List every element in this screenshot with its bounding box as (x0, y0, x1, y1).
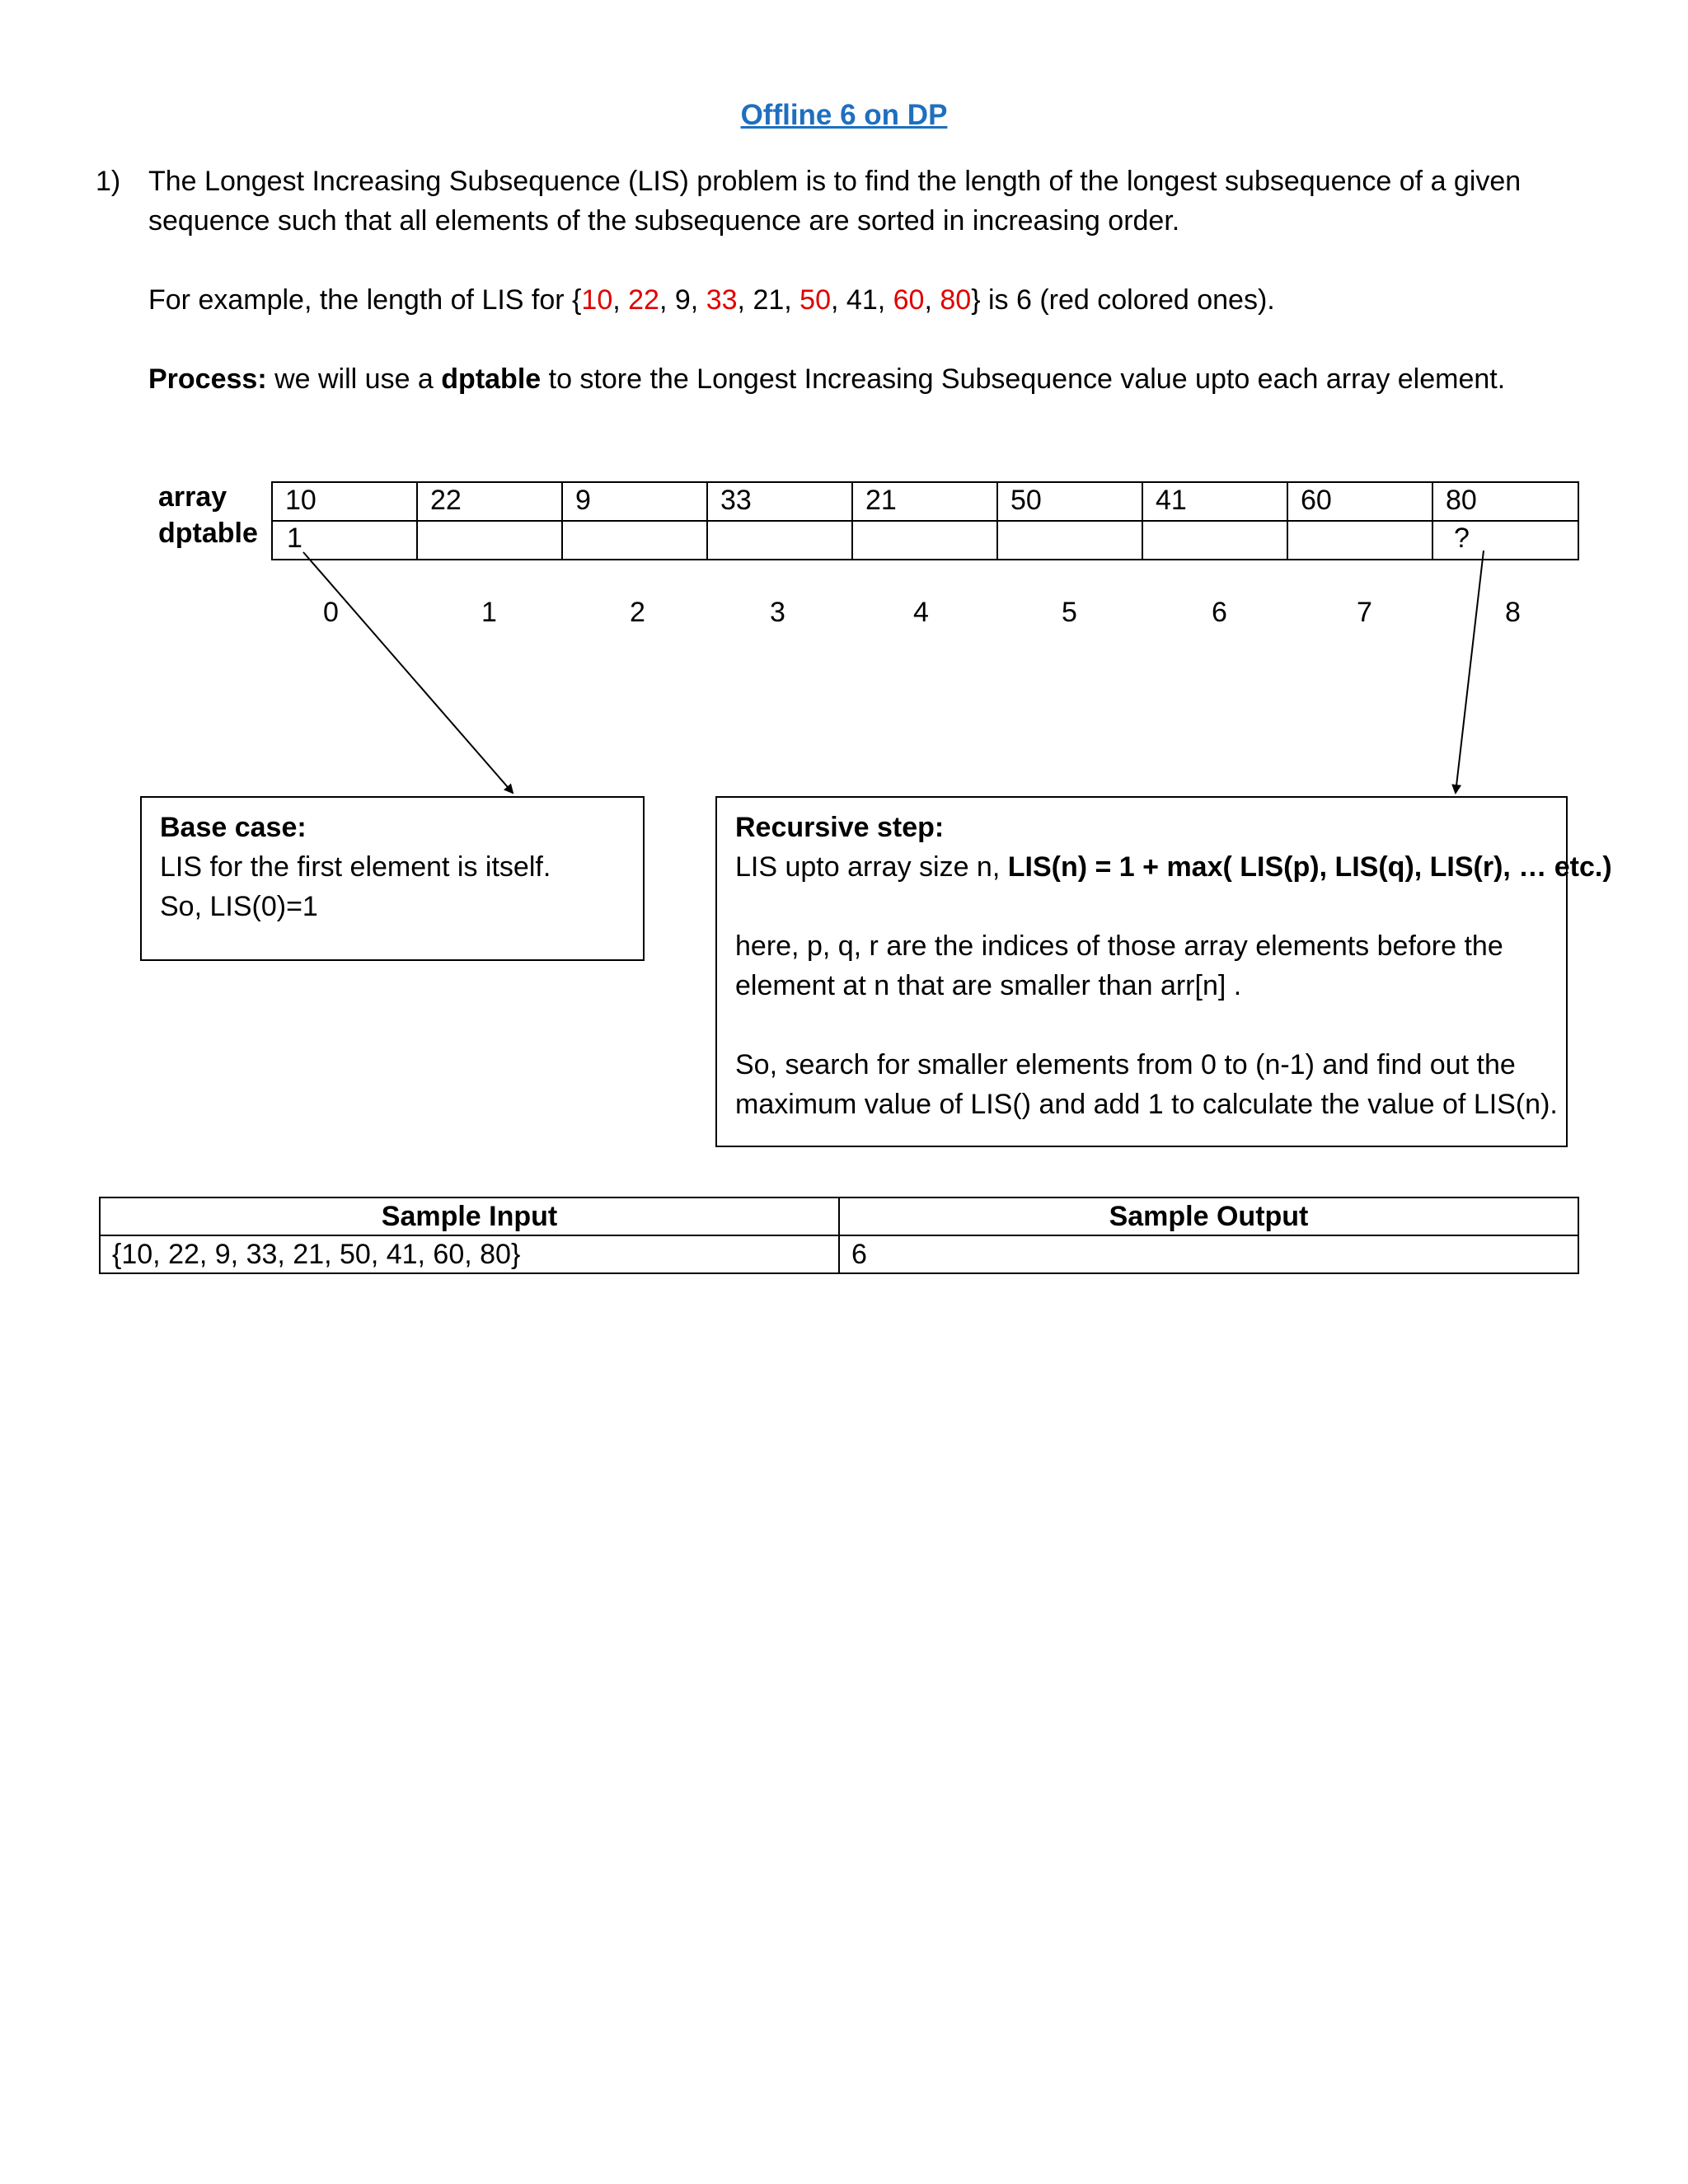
sample-value-row (100, 1235, 1578, 1273)
index-label: 7 (1357, 597, 1372, 628)
recursive-formula: LIS(n) = 1 + max( LIS(p), LIS(q), LIS(r), … etc.) (1007, 851, 1612, 883)
sample-output-value: 6 (839, 1235, 1578, 1273)
example-suffix: } is 6 (red colored ones). (971, 284, 1275, 316)
index-label: 3 (770, 597, 785, 628)
example-item: 22 (628, 284, 659, 316)
dptable-row-label: dptable (158, 518, 258, 549)
array-cell: 80 (1446, 485, 1477, 516)
array-cell: 22 (430, 485, 462, 516)
array-cell: 41 (1156, 485, 1187, 516)
index-label: 5 (1062, 597, 1077, 628)
example-item: 9 (674, 284, 691, 316)
sample-input-header: Sample Input (100, 1197, 839, 1235)
example-prefix: For example, the length of LIS for { (148, 284, 582, 316)
array-cell: 9 (575, 485, 591, 516)
page-title: Offline 6 on DP (740, 99, 948, 131)
array-cell: 21 (865, 485, 897, 516)
sample-output-header: Sample Output (839, 1197, 1578, 1235)
recursive-formula-intro: LIS upto array size n, (735, 851, 1008, 883)
example-item: 60 (893, 284, 925, 316)
base-case-line-2: So, LIS(0)=1 (160, 891, 318, 922)
sample-header-row (100, 1197, 1578, 1235)
example-items: 10, 22, 9, 33, 21, 50, 41, 60, 80 (581, 284, 972, 316)
example-item: 21 (753, 284, 785, 316)
index-label: 1 (481, 597, 497, 628)
base-case-heading: Base case: (160, 812, 307, 843)
example-item: 33 (706, 284, 738, 316)
index-label: 6 (1212, 597, 1227, 628)
dptable-cell: ? (1454, 523, 1470, 554)
array-cell: 33 (720, 485, 752, 516)
sample-input-value: {10, 22, 9, 33, 21, 50, 41, 60, 80} (100, 1235, 839, 1273)
example-item: 80 (940, 284, 972, 316)
problem-line-1: The Longest Increasing Subsequence (LIS) problem is to find the length of the longest subsequence of a given (148, 166, 1522, 197)
sample-table (99, 1197, 1579, 1274)
recursive-step-line-3: element at n that are smaller than arr[n] . (735, 970, 1242, 1001)
array-row-label: array (158, 481, 227, 513)
recursive-step-line-4: So, search for smaller elements from 0 to (n-1) and find out the (735, 1049, 1516, 1080)
base-case-arrow (303, 552, 513, 793)
example-item: 50 (799, 284, 831, 316)
array-cell: 60 (1301, 485, 1332, 516)
array-cell: 50 (1010, 485, 1042, 516)
recursive-step-arrow (1456, 551, 1484, 793)
process-dptable-term: dptable (441, 363, 542, 395)
recursive-step-heading: Recursive step: (735, 812, 945, 843)
process-text-1: we will use a (266, 363, 442, 395)
process-text-2: to store the Longest Increasing Subsequence value upto each array element. (541, 363, 1506, 395)
process-label: Process: (148, 363, 267, 395)
base-case-line-1: LIS for the first element is itself. (160, 851, 551, 883)
index-label: 2 (630, 597, 645, 628)
index-label: 0 (323, 597, 339, 628)
index-label: 4 (913, 597, 929, 628)
recursive-step-line-1 (735, 847, 1612, 887)
example-item: 10 (581, 284, 613, 316)
recursive-step-line-2: here, p, q, r are the indices of those array elements before the (735, 930, 1503, 962)
problem-line-2: sequence such that all elements of the subsequence are sorted in increasing order. (148, 205, 1180, 237)
example-item: 41 (846, 284, 878, 316)
index-label: 8 (1505, 597, 1521, 628)
array-table-grid (272, 482, 1578, 560)
array-cell: 10 (285, 485, 316, 516)
recursive-step-line-5: maximum value of LIS() and add 1 to calculate the value of LIS(n). (735, 1089, 1558, 1120)
dptable-cell: 1 (287, 523, 302, 554)
problem-number: 1) (96, 166, 121, 197)
